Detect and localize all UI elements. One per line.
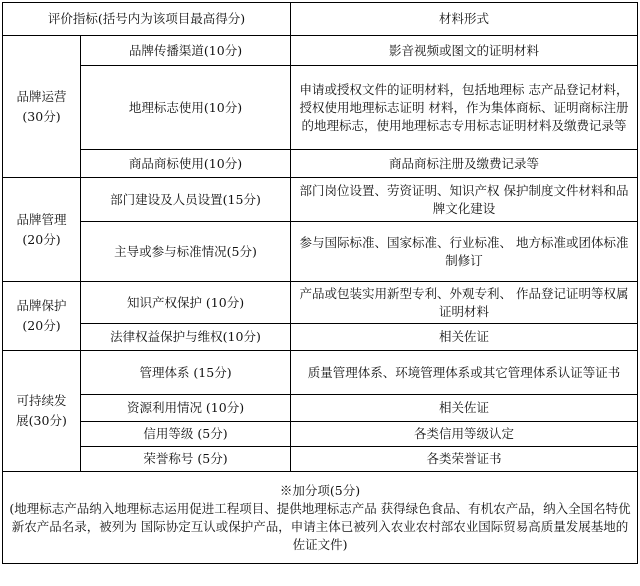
criteria-material: 影音视频或图文的证明材料 bbox=[291, 36, 638, 66]
table-row bbox=[3, 178, 638, 222]
criteria-material: 各类信用等级认定 bbox=[291, 422, 638, 447]
criteria-material: 产品或包装实用新型专利、外观专利、 作品登记证明等权属证明材料 bbox=[291, 282, 638, 324]
criteria-item: 地理标志使用(10分) bbox=[81, 66, 291, 150]
category-name: 品牌管理 bbox=[16, 211, 67, 227]
criteria-material: 相关佐证 bbox=[291, 395, 638, 422]
criteria-material: 商品商标注册及缴费记录等 bbox=[291, 150, 638, 178]
criteria-material: 各类荣誉证书 bbox=[291, 447, 638, 472]
category-score: (20分) bbox=[22, 231, 61, 247]
criteria-material: 参与国际标准、国家标准、行业标准、 地方标准或团体标准制修订 bbox=[291, 222, 638, 282]
bonus-cell bbox=[3, 472, 638, 564]
table-row bbox=[3, 395, 638, 422]
header-material: 材料形式 bbox=[291, 3, 638, 36]
criteria-item: 品牌传播渠道(10分) bbox=[81, 36, 291, 66]
table-row bbox=[3, 351, 638, 395]
category-name: 品牌保护 bbox=[16, 298, 67, 313]
category-score: (30分) bbox=[22, 108, 61, 124]
category-name: 品牌运营 bbox=[16, 88, 67, 104]
table-row bbox=[3, 422, 638, 447]
table-row bbox=[3, 66, 638, 150]
criteria-material: 相关佐证 bbox=[291, 324, 638, 351]
header-criteria: 评价指标(括号内为该项目最高得分) bbox=[3, 3, 291, 36]
criteria-item: 商品商标使用(10分) bbox=[81, 150, 291, 178]
criteria-material: 部门岗位设置、劳资证明、知识产权 保护制度文件材料和品牌文化建设 bbox=[291, 178, 638, 222]
category-brand-management bbox=[3, 178, 81, 282]
category-brand-protection bbox=[3, 282, 81, 351]
criteria-item: 主导或参与标准情况(5分) bbox=[81, 222, 291, 282]
category-brand-operation bbox=[3, 36, 81, 178]
table-row bbox=[3, 282, 638, 324]
criteria-item: 部门建设及人员设置(15分) bbox=[81, 178, 291, 222]
bonus-title: ※加分项(5分) bbox=[279, 482, 361, 498]
criteria-material: 申请或授权文件的证明材料，包括地理标 志产品登记材料，授权使用地理标志证明 材料，作为集体商标、证明商标注册的地理标志，使用地理标志专用标志证明材料及缴费记录等 bbox=[291, 66, 638, 150]
header-row bbox=[3, 3, 638, 36]
category-score: (20分) bbox=[22, 318, 61, 333]
table-row bbox=[3, 324, 638, 351]
criteria-item: 信用等级 (5分) bbox=[81, 422, 291, 447]
criteria-material: 质量管理体系、环境管理体系或其它管理体系认证等证书 bbox=[291, 351, 638, 395]
category-sustainability bbox=[3, 351, 81, 472]
criteria-table bbox=[2, 2, 638, 564]
bonus-row bbox=[3, 472, 638, 564]
bonus-description: (地理标志产品纳入地理标志运用促进工程项目、提供地理标志产品 获得绿色食品、有机农产品，纳入全国名特优新农产品名录，被列为 国际协定互认或保护产品，申请主体已被列入农业农村部农业国际贸易高质量发展基地的佐证文件) bbox=[9, 500, 631, 552]
criteria-item: 知识产权保护 (10分) bbox=[81, 282, 291, 324]
criteria-item: 法律权益保护与维权(10分) bbox=[81, 324, 291, 351]
table-row bbox=[3, 150, 638, 178]
criteria-item: 荣誉称号 (5分) bbox=[81, 447, 291, 472]
category-name-cont: 展(30分) bbox=[16, 413, 67, 428]
table-row bbox=[3, 447, 638, 472]
criteria-item: 管理体系 (15分) bbox=[81, 351, 291, 395]
category-name: 可持续发 bbox=[16, 393, 67, 408]
table-row bbox=[3, 36, 638, 66]
table-row bbox=[3, 222, 638, 282]
criteria-item: 资源利用情况 (10分) bbox=[81, 395, 291, 422]
